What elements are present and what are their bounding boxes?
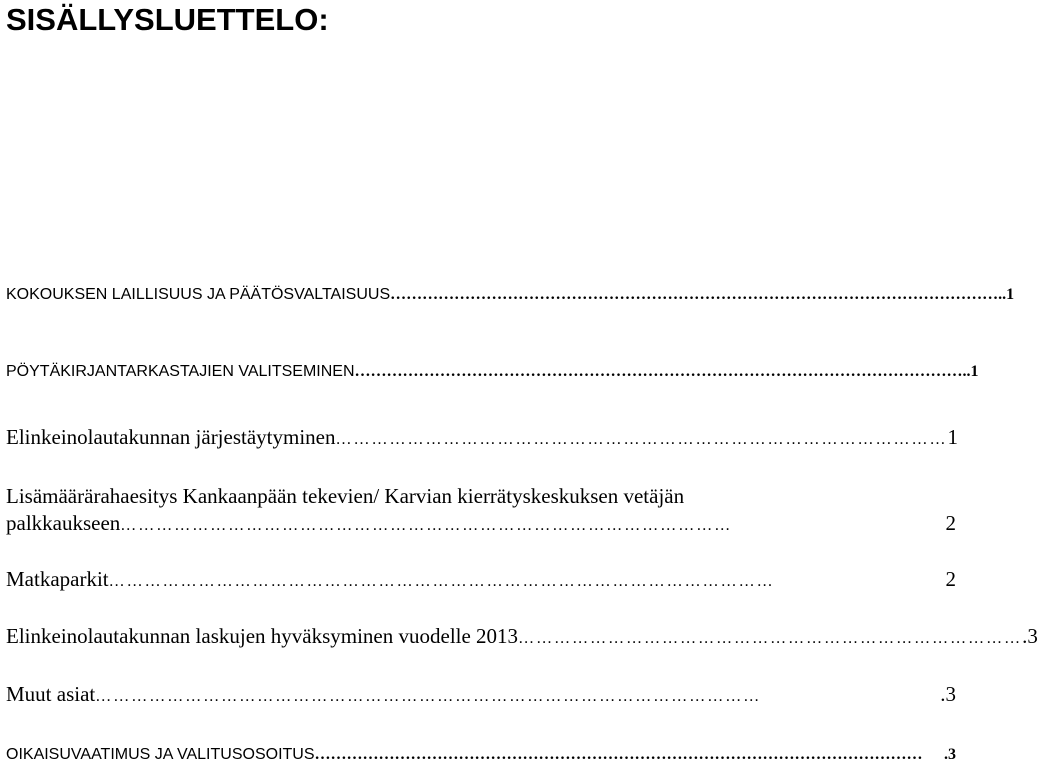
toc-entry-lisamaararahaesitys[interactable]	[6, 484, 956, 536]
toc-page-number: .3	[944, 746, 956, 763]
toc-entry-label-line2: palkkaukseen	[6, 511, 121, 535]
toc-entry-label-line1: Lisämäärärahaesitys Kankaanpään tekevien/ Karvian kierrätyskeskuksen vetäjän	[6, 484, 685, 508]
toc-page-number: 2	[945, 567, 956, 591]
toc-page-number: 2	[945, 511, 956, 535]
toc-leader-dots: …………………………………………………………………………………………………	[108, 573, 775, 590]
page-title: SISÄLLYSLUETTELO:	[6, 2, 329, 37]
toc-entry-label: Muut asiat	[6, 682, 96, 706]
toc-page-number: 1	[947, 425, 958, 449]
toc-entry-oikaisuvaatimus[interactable]	[6, 746, 956, 764]
toc-leader-dots: …………………………………………………………………………………………	[335, 431, 948, 448]
toc-leader-dots: …………………………………………………………………………	[518, 630, 1023, 647]
toc-page-number: ..1	[998, 286, 1015, 303]
toc-entry-laskujen-hyvaksyminen[interactable]	[6, 624, 1038, 649]
toc-entry-muut-asiat[interactable]	[6, 682, 956, 707]
toc-entry-kokouksen-laillisuus[interactable]	[6, 286, 1015, 304]
toc-entry-matkaparkit[interactable]	[6, 567, 956, 592]
toc-entry-label: Elinkeinolautakunnan järjestäytyminen	[6, 425, 336, 449]
toc-entry-jarjestaytyminen[interactable]	[6, 425, 956, 450]
toc-entry-poytakirjantarkastajien[interactable]	[6, 363, 979, 381]
toc-leader-dots: ……………………………………………………………………………………………………	[390, 286, 999, 303]
toc-entry-label: OIKAISUVAATIMUS JA VALITUSOSOITUS	[6, 746, 315, 763]
toc-leader-dots: …………………………………………………………………………………………	[120, 517, 733, 534]
toc-page-number: ..1	[962, 363, 979, 380]
toc-entry-label: KOKOUKSEN LAILLISUUS JA PÄÄTÖSVALTAISUUS	[6, 286, 391, 303]
toc-entry-label: Matkaparkit	[6, 567, 109, 591]
toc-entry-label: PÖYTÄKIRJANTARKASTAJIEN VALITSEMINEN	[6, 363, 355, 380]
toc-leader-dots: ……………………………………………………………………………………………………	[354, 363, 963, 380]
toc-entry-label: Elinkeinolautakunnan laskujen hyväksyminen vuodelle 2013	[6, 624, 519, 648]
toc-page-number: .3	[1022, 624, 1038, 648]
toc-leader-dots: ……………………………………………………………………………………………………	[314, 746, 923, 763]
toc-leader-dots: …………………………………………………………………………………………………	[95, 688, 762, 705]
toc-page-number: .3	[940, 682, 956, 706]
